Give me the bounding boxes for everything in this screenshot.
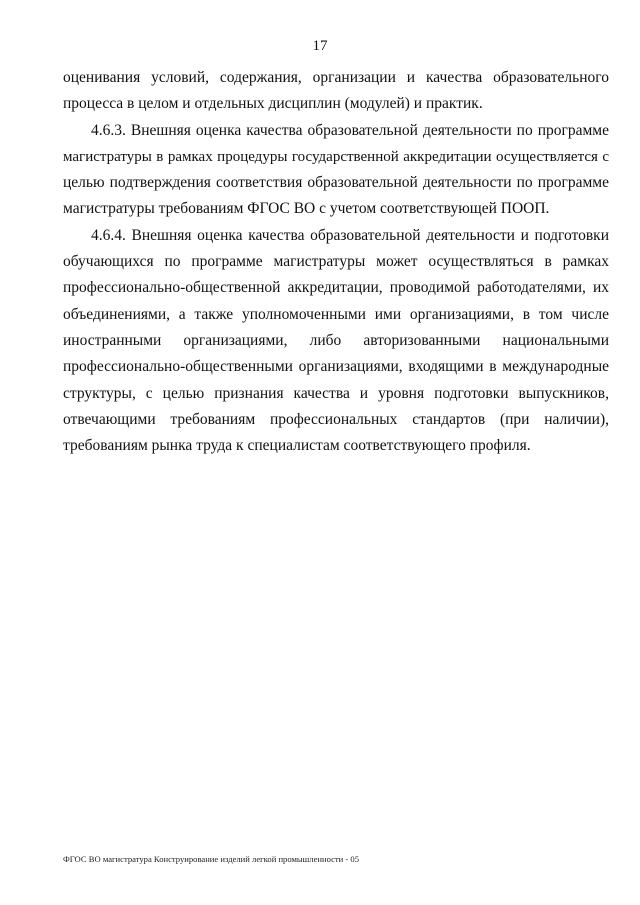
text-line: оценивания условий, содержания, организации и качества образовательного — [63, 69, 609, 86]
paragraph-4-6-3 — [63, 118, 609, 223]
text-line: иностранными организациями, либо авторизованными национальными — [63, 331, 609, 349]
text-line: профессионально-общественными организациями, входящими в международные — [63, 358, 609, 376]
text-line: магистратуры требованиям ФГОС ВО с учетом соответствующей ПООП. — [63, 200, 550, 218]
paragraph-4-6-4 — [63, 223, 609, 460]
document-body — [63, 65, 609, 459]
text-line: профессионально-общественной аккредитации, проводимой работодателями, их — [63, 279, 609, 297]
text-line: отвечающими требованиям профессиональных стандартов (при наличии), — [63, 410, 609, 428]
text-line: структуры, с целью признания качества и уровня подготовки выпускников, — [63, 384, 609, 402]
text-line: объединениями, а также уполномоченными ими организациями, в том числе — [63, 305, 609, 323]
paragraph-continuation — [63, 65, 609, 118]
page-footer: ФГОС ВО магистратура Конструирование изделий легкой промышленности - 05 — [63, 854, 360, 864]
text-line: 4.6.4. Внешняя оценка качества образовательной деятельности и подготовки — [91, 226, 609, 244]
text-line: обучающихся по программе магистратуры может осуществляться в рамках — [63, 253, 609, 271]
page-number: 17 — [312, 38, 328, 54]
text-line: целью подтверждения соответствия образовательной деятельности по программе — [63, 174, 609, 192]
text-line: требованиям рынка труда к специалистам соответствующего профиля. — [63, 437, 531, 455]
text-line: магистратуры в рамках процедуры государственной аккредитации осуществляется с — [63, 148, 609, 165]
text-line: 4.6.3. Внешняя оценка качества образовательной деятельности по программе — [91, 121, 609, 139]
text-line: процесса в целом и отдельных дисциплин (модулей) и практик. — [63, 95, 483, 113]
